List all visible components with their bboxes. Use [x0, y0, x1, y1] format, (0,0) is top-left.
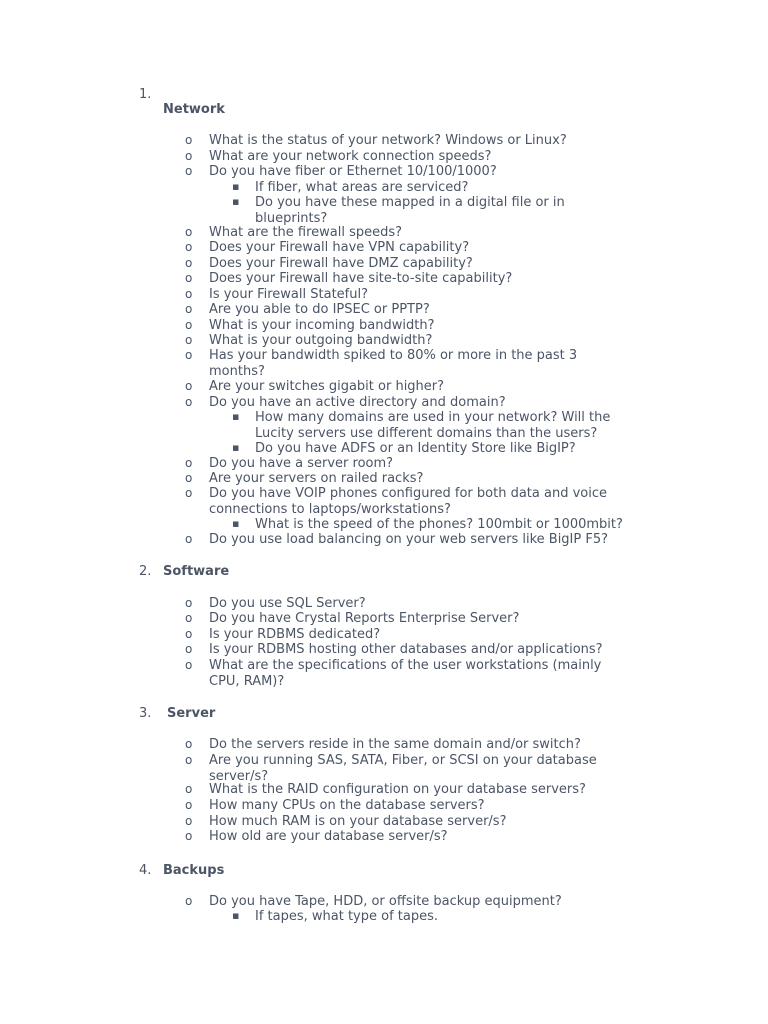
bullet-circle-icon: o	[185, 302, 193, 316]
bullet-circle-icon: o	[185, 240, 193, 254]
bullet-circle-icon: o	[185, 596, 193, 610]
bullet-circle-icon: o	[185, 894, 193, 908]
bullet-square-icon: ▪	[232, 180, 240, 193]
bullet-circle-icon: o	[185, 782, 193, 796]
section-number: 4.	[139, 863, 152, 878]
list-item: o Does your Firewall have DMZ capability?	[185, 256, 473, 271]
list-item: o What is your incoming bandwidth?	[185, 318, 435, 333]
bullet-circle-icon: o	[185, 318, 193, 332]
list-item: o Are your switches gigabit or higher?	[185, 379, 445, 394]
bullet-circle-icon: o	[185, 814, 193, 828]
bullet-circle-icon: o	[185, 256, 193, 270]
bullet-circle-icon: o	[185, 348, 193, 362]
section-title: Server	[167, 706, 216, 721]
list-item: o Are you able to do IPSEC or PPTP?	[185, 302, 430, 317]
list-item: o How old are your database server/s?	[185, 829, 448, 844]
bullet-circle-icon: o	[185, 149, 193, 163]
list-item: o Are you running SAS, SATA, Fiber, or SCSI on your database server/s?	[185, 753, 597, 784]
bullet-circle-icon: o	[185, 829, 193, 843]
section-number: 1.	[139, 87, 152, 102]
list-item: o Is your RDBMS hosting other databases and/or applications?	[185, 642, 603, 657]
bullet-circle-icon: o	[185, 658, 193, 672]
list-item: o Does your Firewall have site-to-site capability?	[185, 271, 513, 286]
bullet-circle-icon: o	[185, 271, 193, 285]
bullet-square-icon: ▪	[232, 909, 240, 922]
list-item: o Is your RDBMS dedicated?	[185, 627, 381, 642]
list-item: o Do you have fiber or Ethernet 10/100/1000?	[185, 164, 497, 179]
bullet-circle-icon: o	[185, 333, 193, 347]
section-title: Software	[163, 564, 230, 579]
list-item: o Do you have Tape, HDD, or offsite backup equipment?	[185, 894, 562, 909]
list-item: o Do you use SQL Server?	[185, 596, 366, 611]
list-item: o Has your bandwidth spiked to 80% or more in the past 3 months?	[185, 348, 578, 379]
list-item: o What is the status of your network? Windows or Linux?	[185, 133, 567, 148]
bullet-circle-icon: o	[185, 133, 193, 147]
bullet-circle-icon: o	[185, 287, 193, 301]
sub-list-item: ▪ If fiber, what areas are serviced?	[232, 180, 469, 195]
bullet-circle-icon: o	[185, 456, 193, 470]
bullet-circle-icon: o	[185, 627, 193, 641]
list-item: o Do you have VOIP phones configured for both data and voice connections to laptops/workstations?	[185, 486, 607, 517]
section-title: Backups	[163, 863, 225, 878]
bullet-circle-icon: o	[185, 532, 193, 546]
bullet-circle-icon: o	[185, 225, 193, 239]
list-item: o Is your Firewall Stateful?	[185, 287, 368, 302]
section-number: 3.	[139, 706, 152, 721]
list-item: o Are your servers on railed racks?	[185, 471, 424, 486]
list-item: o What is the RAID configuration on your database servers?	[185, 782, 586, 797]
bullet-circle-icon: o	[185, 379, 193, 393]
bullet-circle-icon: o	[185, 737, 193, 751]
list-item: o Do you use load balancing on your web servers like BigIP F5?	[185, 532, 609, 547]
bullet-square-icon: ▪	[232, 410, 240, 423]
list-item: o Do you have an active directory and domain?	[185, 395, 506, 410]
list-item: o How many CPUs on the database servers?	[185, 798, 485, 813]
bullet-circle-icon: o	[185, 164, 193, 178]
bullet-circle-icon: o	[185, 798, 193, 812]
bullet-circle-icon: o	[185, 753, 193, 767]
list-item: o Do you have Crystal Reports Enterprise Server?	[185, 611, 520, 626]
section-title: Network	[163, 102, 225, 117]
sub-list-item: ▪ How many domains are used in your network? Will the Lucity servers use different domains than the users?	[232, 410, 611, 441]
sub-list-item: ▪ If tapes, what type of tapes.	[232, 909, 439, 924]
list-item: o Do the servers reside in the same domain and/or switch?	[185, 737, 581, 752]
sub-list-item: ▪ Do you have ADFS or an Identity Store like BigIP?	[232, 441, 576, 456]
bullet-circle-icon: o	[185, 611, 193, 625]
bullet-square-icon: ▪	[232, 441, 240, 454]
list-item: o What are the firewall speeds?	[185, 225, 403, 240]
bullet-circle-icon: o	[185, 471, 193, 485]
sub-list-item: ▪ What is the speed of the phones? 100mbit or 1000mbit?	[232, 517, 623, 532]
bullet-circle-icon: o	[185, 395, 193, 409]
bullet-square-icon: ▪	[232, 517, 240, 530]
list-item: o What are your network connection speeds?	[185, 149, 492, 164]
bullet-circle-icon: o	[185, 642, 193, 656]
list-item: o What are the specifications of the user workstations (mainly CPU, RAM)?	[185, 658, 602, 689]
sub-list-item: ▪ Do you have these mapped in a digital file or in blueprints?	[232, 195, 565, 226]
list-item: o Does your Firewall have VPN capability?	[185, 240, 470, 255]
bullet-circle-icon: o	[185, 486, 193, 500]
list-item: o How much RAM is on your database server/s?	[185, 814, 507, 829]
list-item: o What is your outgoing bandwidth?	[185, 333, 433, 348]
bullet-square-icon: ▪	[232, 195, 240, 208]
section-number: 2.	[139, 564, 152, 579]
list-item: o Do you have a server room?	[185, 456, 394, 471]
